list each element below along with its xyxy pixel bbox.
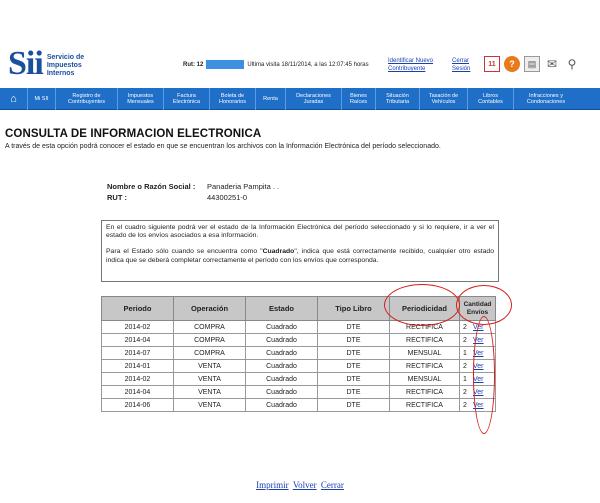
ver-envios-link[interactable]: Ver <box>473 336 484 344</box>
cell-periodo: 2014-04 <box>102 334 174 347</box>
nav-item-factura[interactable]: Factura Electrónica <box>164 88 210 110</box>
cell-periodicidad: RECTIFICA <box>390 360 460 373</box>
info-notice <box>101 220 499 282</box>
cell-periodicidad: RECTIFICA <box>390 399 460 412</box>
cell-estado: Cuadrado <box>246 373 318 386</box>
col-periodicidad: Periodicidad <box>390 297 460 321</box>
calendar-icon[interactable]: 11 <box>484 56 500 72</box>
nav-item-bienes[interactable]: Bienes Raíces <box>342 88 376 110</box>
cell-operacion: VENTA <box>174 399 246 412</box>
nav-item-impuestos[interactable]: Impuestos Mensuales <box>118 88 164 110</box>
ver-envios-link[interactable]: Ver <box>473 362 484 370</box>
notice-paragraph-2: Para el Estado sólo cuando se encuentra como "Cuadrado", indica que está correctamente recibido, cualquier otro estado indica que se deberá completar correctamente el período con los envíos que corresponda. <box>106 248 494 264</box>
cell-operacion: COMPRA <box>174 321 246 334</box>
cell-operacion: COMPRA <box>174 334 246 347</box>
cell-operacion: VENTA <box>174 373 246 386</box>
cell-periodicidad: MENSUAL <box>390 373 460 386</box>
last-visit: Ultima visita 18/11/2014, a las 12:07:45 horas <box>247 61 369 68</box>
logo-text: Servicio de Impuestos Internos <box>46 54 85 77</box>
nav-item-home[interactable]: ⌂ <box>0 88 28 110</box>
nav-item-situacion[interactable]: Situación Tributaria <box>376 88 420 110</box>
cell-operacion: VENTA <box>174 386 246 399</box>
table-row <box>102 373 496 386</box>
cell-periodo: 2014-01 <box>102 360 174 373</box>
nav-item-mi-sii[interactable]: Mi SII <box>28 88 56 110</box>
nav-item-declaraciones[interactable]: Declaraciones Juradas <box>286 88 342 110</box>
taxpayer-info <box>107 181 279 203</box>
page-title: CONSULTA DE INFORMACION ELECTRONICA <box>5 128 262 140</box>
page-subtitle: A través de esta opción podrá conocer el estado en que se encuentran los archivos con la Información Electrónica del período seleccionado. <box>5 143 441 150</box>
col-estado: Estado <box>246 297 318 321</box>
table-row <box>102 334 496 347</box>
back-link[interactable]: Volver <box>292 480 317 490</box>
cell-operacion: COMPRA <box>174 347 246 360</box>
rut-row <box>107 192 279 203</box>
documents-icon[interactable]: ▤ <box>524 56 540 72</box>
col-cantidad-envios: Cantidad Envíos <box>460 297 496 321</box>
notice-paragraph-1: En el cuadro siguiente podrá ver el estado de la Información Electrónica del período seleccionado y si lo requiere, ir a ver el estado de los envíos asociados a esa información. <box>106 224 494 240</box>
nav-item-boleta[interactable]: Boleta de Honorarios <box>210 88 256 110</box>
table-body <box>102 321 496 412</box>
nav-item-libros[interactable]: Libros Contables <box>468 88 514 110</box>
cell-tipo-libro: DTE <box>318 386 390 399</box>
mail-icon[interactable]: ✉ <box>546 57 558 71</box>
close-link[interactable]: Cerrar <box>320 480 344 490</box>
logout-link[interactable]: Cerrar Sesión <box>452 58 471 72</box>
annotation-ellipse-periodicidad <box>384 284 460 326</box>
col-operacion: Operación <box>174 297 246 321</box>
rut-redaction <box>206 60 244 69</box>
sii-logo[interactable] <box>8 45 85 82</box>
session-info <box>183 60 369 69</box>
rut-field-label: RUT : <box>107 193 127 202</box>
cell-operacion: VENTA <box>174 360 246 373</box>
rut-value: 44300251-0 <box>207 193 248 202</box>
envios-count: 2 <box>463 362 467 370</box>
name-value: Panaderia Pampita . . <box>207 182 280 191</box>
envios-count: 2 <box>463 323 467 331</box>
table-row <box>102 386 496 399</box>
cell-periodicidad: RECTIFICA <box>390 386 460 399</box>
cell-estado: Cuadrado <box>246 360 318 373</box>
cell-tipo-libro: DTE <box>318 360 390 373</box>
cell-tipo-libro: DTE <box>318 347 390 360</box>
nav-item-registro[interactable]: Registro de Contribuyentes <box>56 88 118 110</box>
cell-periodicidad: RECTIFICA <box>390 321 460 334</box>
cell-tipo-libro: DTE <box>318 321 390 334</box>
cell-estado: Cuadrado <box>246 386 318 399</box>
ver-envios-link[interactable]: Ver <box>473 349 484 357</box>
header-icons <box>484 56 580 72</box>
cell-periodo: 2014-02 <box>102 373 174 386</box>
annotation-ellipse-ver-links <box>473 316 495 434</box>
help-icon[interactable]: ? <box>504 56 520 72</box>
cell-tipo-libro: DTE <box>318 373 390 386</box>
cell-tipo-libro: DTE <box>318 399 390 412</box>
cell-periodo: 2014-02 <box>102 321 174 334</box>
logo-mark: Sii <box>8 45 43 82</box>
ver-envios-link[interactable]: Ver <box>473 323 484 331</box>
cell-periodo: 2014-04 <box>102 386 174 399</box>
table-row <box>102 399 496 412</box>
search-icon[interactable]: ⚲ <box>567 57 577 71</box>
col-periodo: Periodo <box>102 297 174 321</box>
ver-envios-link[interactable]: Ver <box>473 401 484 409</box>
ver-envios-link[interactable]: Ver <box>473 388 484 396</box>
envios-count: 2 <box>463 336 467 344</box>
nav-item-renta[interactable]: Renta <box>256 88 286 110</box>
identify-taxpayer-link[interactable]: Identificar Nuevo Contribuyente <box>388 58 434 72</box>
main-nav <box>0 88 600 110</box>
header <box>0 0 600 88</box>
cell-periodicidad: MENSUAL <box>390 347 460 360</box>
envios-count: 2 <box>463 401 467 409</box>
ver-envios-link[interactable]: Ver <box>473 375 484 383</box>
cell-estado: Cuadrado <box>246 399 318 412</box>
envios-count: 2 <box>463 388 467 396</box>
cell-estado: Cuadrado <box>246 321 318 334</box>
cell-periodicidad: RECTIFICA <box>390 334 460 347</box>
rut-label: Rut: 12 <box>183 61 204 68</box>
name-row <box>107 181 279 192</box>
cell-estado: Cuadrado <box>246 347 318 360</box>
table-row <box>102 347 496 360</box>
name-label: Nombre o Razón Social : <box>107 182 196 191</box>
footer-links <box>0 480 600 490</box>
cell-estado: Cuadrado <box>246 334 318 347</box>
col-tipo-libro: Tipo Libro <box>318 297 390 321</box>
cell-periodo: 2014-07 <box>102 347 174 360</box>
print-link[interactable]: Imprimir <box>256 480 289 490</box>
envios-count: 1 <box>463 349 467 357</box>
nav-item-infracciones[interactable]: Infracciones y Condonaciones <box>526 93 566 105</box>
cell-tipo-libro: DTE <box>318 334 390 347</box>
table-row <box>102 360 496 373</box>
nav-item-tasacion[interactable]: Tasación de Vehículos <box>420 88 468 110</box>
cell-periodo: 2014-06 <box>102 399 174 412</box>
envios-count: 1 <box>463 375 467 383</box>
